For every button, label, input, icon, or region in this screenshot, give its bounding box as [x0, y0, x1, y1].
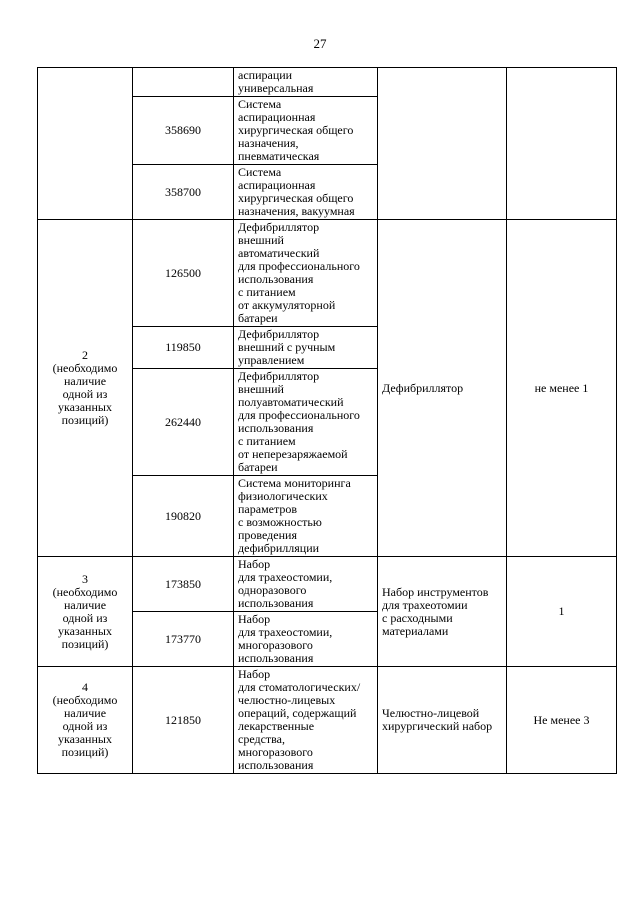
item-name-cell: [234, 220, 378, 327]
item-name-line: аспирационная: [238, 110, 316, 124]
group-cell: [38, 68, 133, 220]
code-cell: 173770: [133, 612, 234, 667]
item-name-line: аспирационная: [238, 178, 316, 192]
item-name-line: Набор: [238, 557, 271, 571]
item-name-cell: [234, 327, 378, 369]
item-name-line: пневматическая: [238, 149, 320, 163]
item-name-line: внешний с ручным: [238, 340, 336, 354]
item-name-line: Набор: [238, 667, 271, 681]
group-label: (необходимо: [52, 693, 118, 707]
page-number: 27: [313, 36, 327, 51]
item-name-line: Система: [238, 165, 282, 179]
item-name-line: полуавтоматический: [238, 395, 344, 409]
item-name-line: для профессионального: [238, 408, 360, 422]
group-cell: [38, 220, 133, 557]
item-name-line: использования: [238, 651, 314, 665]
item-name-cell: [234, 68, 378, 97]
item-name-line: хирургическая общего: [238, 123, 354, 137]
group-label: (необходимо: [52, 584, 118, 599]
quantity-cell: не менее 1: [507, 220, 617, 557]
kind-line: с расходными: [382, 610, 453, 625]
item-name-cell: [234, 97, 378, 165]
kind-line: Челюстно-лицевой: [382, 706, 480, 720]
item-name-line: с питанием: [238, 285, 296, 299]
item-name-line: параметров: [238, 502, 298, 516]
item-name-line: Набор: [238, 612, 271, 626]
group-label: одной из: [62, 387, 108, 401]
item-name-line: автоматический: [238, 246, 320, 260]
group-label: одной из: [62, 719, 108, 733]
item-name-line: многоразового: [238, 745, 313, 759]
item-name-cell: [234, 476, 378, 557]
kind-cell: [378, 220, 507, 557]
kind-line: Дефибриллятор: [382, 380, 464, 395]
item-name-line: лекарственные: [238, 719, 315, 733]
item-name-line: одноразового: [238, 583, 307, 597]
item-name-line: назначения, вакуумная: [238, 204, 355, 218]
item-name-cell: [234, 165, 378, 220]
group-label: указанных: [58, 400, 112, 414]
item-name-cell: [234, 612, 378, 667]
item-name-cell: [234, 557, 378, 612]
equipment-table: [37, 67, 617, 774]
item-name-line: внешний: [238, 382, 284, 396]
item-name-line: батареи: [238, 460, 278, 474]
kind-line: хирургический набор: [382, 719, 493, 733]
item-name-line: управлением: [238, 353, 305, 367]
item-name-line: для профессионального: [238, 259, 360, 273]
code-cell: 190820: [133, 476, 234, 557]
item-name-line: Дефибриллятор: [238, 220, 320, 234]
group-label: одной из: [62, 610, 108, 625]
item-name-line: для стоматологических/: [238, 680, 361, 694]
code-cell: 126500: [133, 220, 234, 327]
item-name-line: для трахеостомии,: [238, 625, 333, 639]
kind-line: для трахеотомии: [382, 597, 468, 612]
item-name-line: проведения: [238, 528, 297, 542]
item-name-cell: [234, 369, 378, 476]
kind-cell: [378, 68, 507, 220]
item-name-line: физиологических: [238, 489, 328, 503]
table-row: [38, 220, 617, 327]
item-name-line: с возможностью: [238, 515, 322, 529]
item-name-line: внешний: [238, 233, 284, 247]
code-cell: [133, 68, 234, 97]
item-name-line: средства,: [238, 732, 286, 746]
group-label: указанных: [58, 623, 112, 638]
group-label: (необходимо: [52, 361, 118, 375]
table-row: [38, 68, 617, 97]
item-name-line: операций, содержащий: [238, 706, 357, 720]
code-cell: 262440: [133, 369, 234, 476]
kind-cell: [378, 667, 507, 774]
kind-cell: [378, 557, 507, 667]
quantity-cell: [507, 68, 617, 220]
item-name-line: использования: [238, 758, 314, 772]
group-label: наличие: [63, 706, 107, 720]
kind-line: материалами: [382, 623, 449, 638]
item-name-line: Система мониторинга: [238, 476, 351, 490]
group-label: позиций): [61, 636, 109, 651]
group-label: 3: [82, 571, 88, 586]
item-name-line: многоразового: [238, 638, 313, 652]
item-name-line: от аккумуляторной: [238, 298, 336, 312]
group-label: позиций): [61, 745, 109, 759]
group-label: наличие: [63, 597, 107, 612]
group-label: наличие: [63, 374, 107, 388]
group-label: 4: [82, 680, 88, 694]
group-label: указанных: [58, 732, 112, 746]
item-name-line: для трахеостомии,: [238, 570, 333, 584]
table-row: [38, 667, 617, 774]
quantity-cell: Не менее 3: [507, 667, 617, 774]
code-cell: 121850: [133, 667, 234, 774]
item-name-line: хирургическая общего: [238, 191, 354, 205]
item-name-line: назначения,: [238, 136, 299, 150]
item-name-line: использования: [238, 596, 314, 610]
item-name-line: использования: [238, 272, 314, 286]
group-label: 2: [82, 348, 88, 362]
item-name-line: дефибрилляции: [238, 541, 320, 555]
code-cell: 119850: [133, 327, 234, 369]
code-cell: 173850: [133, 557, 234, 612]
item-name-line: с питанием: [238, 434, 296, 448]
item-name-line: от неперезаряжаемой: [238, 447, 348, 461]
item-name-line: Дефибриллятор: [238, 369, 320, 383]
code-cell: 358690: [133, 97, 234, 165]
quantity-cell: 1: [507, 557, 617, 667]
group-cell: [38, 667, 133, 774]
item-name-line: Дефибриллятор: [238, 327, 320, 341]
item-name-line: использования: [238, 421, 314, 435]
kind-line: Набор инструментов: [382, 584, 489, 599]
group-label: позиций): [61, 413, 109, 427]
group-cell: [38, 557, 133, 667]
item-name-line: батареи: [238, 311, 278, 325]
code-cell: 358700: [133, 165, 234, 220]
table-row: [38, 557, 617, 612]
item-name-cell: [234, 667, 378, 774]
item-name-line: челюстно-лицевых: [238, 693, 336, 707]
item-name-line: аспирации: [238, 68, 293, 82]
item-name-line: Система: [238, 97, 282, 111]
item-name-line: универсальная: [238, 81, 314, 95]
